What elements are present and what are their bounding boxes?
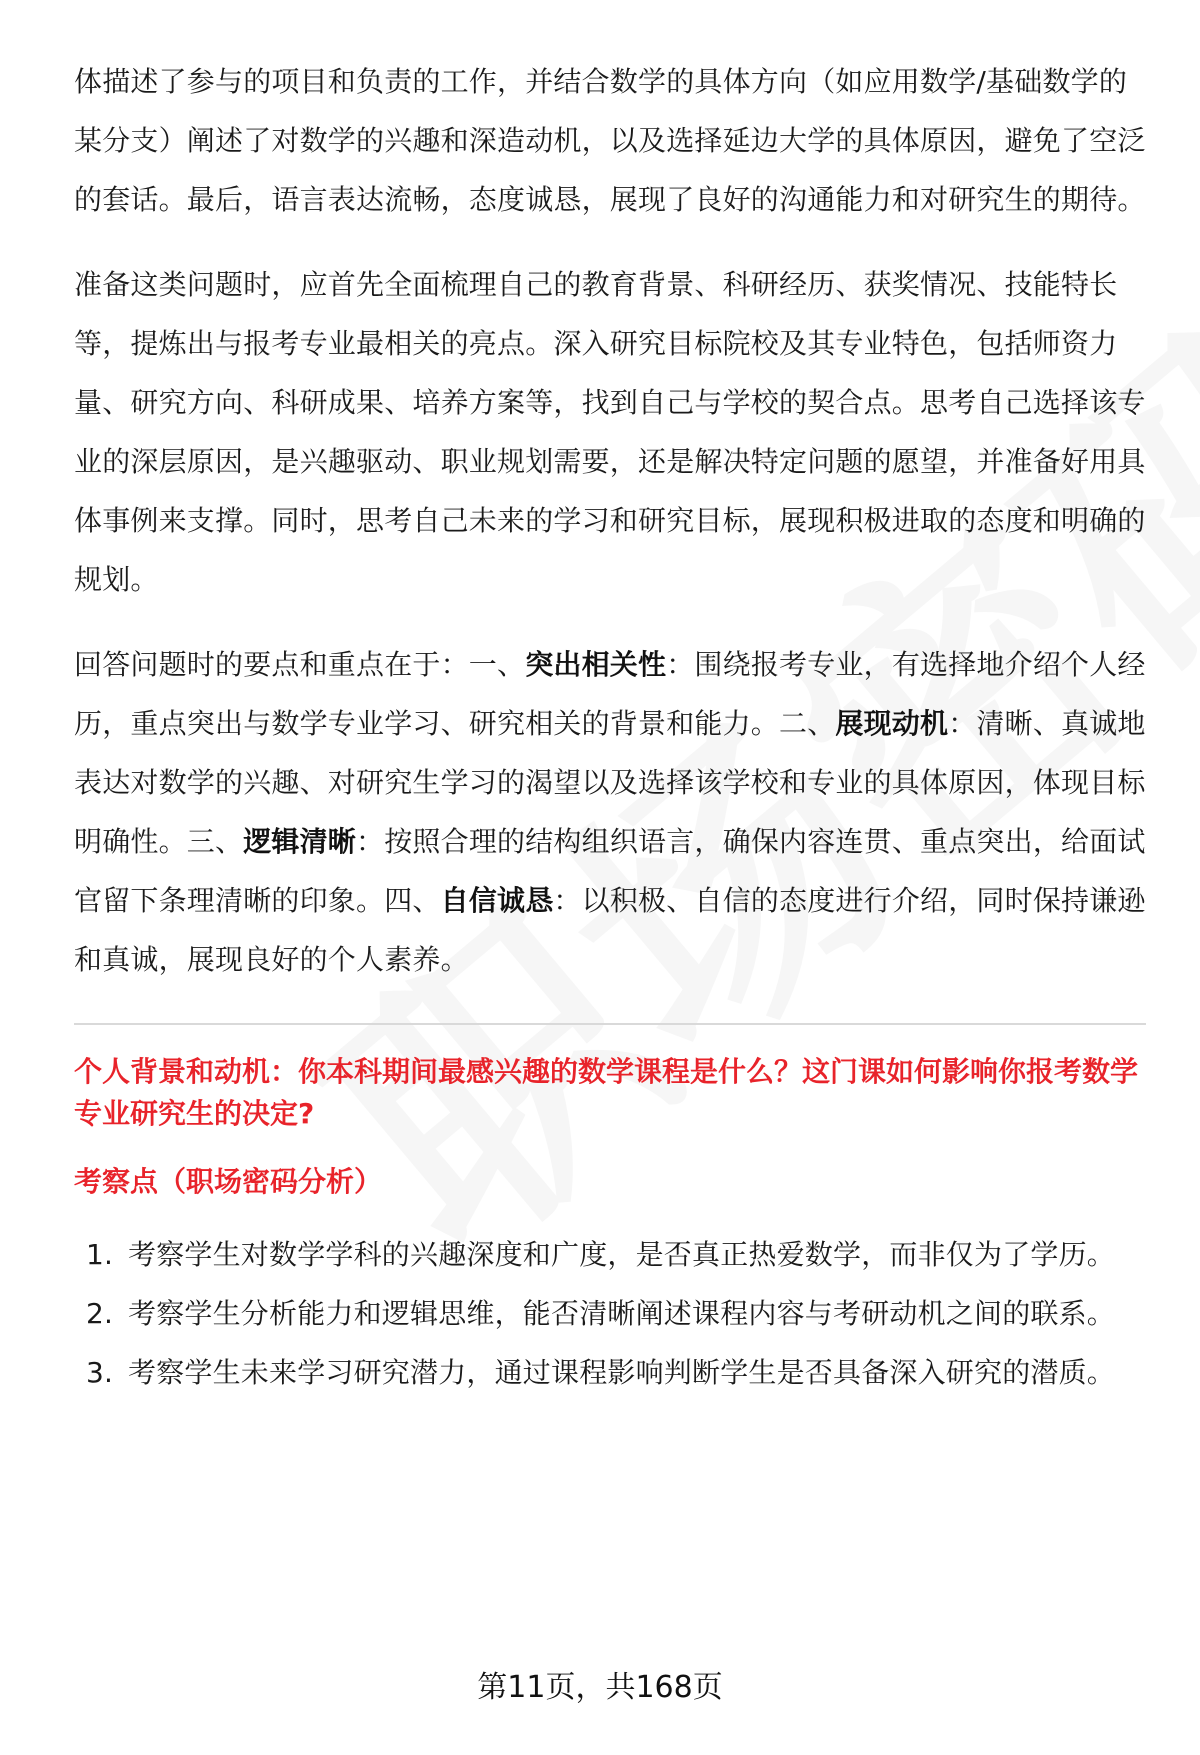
bold-keyword-relevance: 突出相关性 (525, 648, 667, 681)
paragraph-3 (74, 635, 1146, 989)
list-item-number: 1. (86, 1238, 114, 1271)
list-item-text: 考察学生对数学学科的兴趣深度和广度，是否真正热爱数学，而非仅为了学历。 (128, 1238, 1116, 1271)
list-item-text: 考察学生分析能力和逻辑思维，能否清晰阐述课程内容与考研动机之间的联系。 (128, 1297, 1116, 1330)
list-item (74, 1284, 1146, 1343)
assessment-subheading: 考察点（职场密码分析） (74, 1165, 383, 1198)
list-item (74, 1343, 1146, 1402)
bold-keyword-logic: 逻辑清晰 (243, 825, 357, 858)
list-item (74, 1225, 1146, 1284)
bold-keyword-confidence: 自信诚恳 (440, 884, 554, 917)
text-span: ：按照合理的结构组织语言，确保内容连贯、重点突出，给面试官留下条理清晰的印象。四、 (74, 825, 1146, 917)
paragraph-2: 准备这类问题时，应首先全面梳理自己的教育背景、科研经历、获奖情况、技能特长等，提炼出与报考专业最相关的亮点。深入研究目标院校及其专业特色，包括师资力量、研究方向、科研成果、培养方案等，找到自己与学校的契合点。思考自己选择该专业的深层原因，是兴趣驱动、职业规划需要，还是解决特定问题的愿望，并准备好用具体事例来支撑。同时，思考自己未来的学习和研究目标，展现积极进取的态度和明确的规划。 (74, 268, 1146, 596)
text-span: ：围绕报考专业，有选择地介绍个人经历，重点突出与数学专业学习、研究相关的背景和能力。二、 (74, 648, 1146, 740)
paragraph-1: 体描述了参与的项目和负责的工作，并结合数学的具体方向（如应用数学/基础数学的某分支）阐述了对数学的兴趣和深造动机，以及选择延边大学的具体原因，避免了空泛的套话。最后，语言表达流畅，态度诚恳，展现了良好的沟通能力和对研究生的期待。 (74, 65, 1146, 216)
page-number-footer: 第11页，共168页 (477, 1670, 723, 1705)
bold-keyword-motivation: 展现动机 (835, 707, 949, 740)
question-heading: 个人背景和动机：你本科期间最感兴趣的数学课程是什么？这门课如何影响你报考数学专业研究生的决定? (74, 1055, 1139, 1130)
list-item-number: 3. (86, 1356, 114, 1389)
assessment-list (74, 1225, 1146, 1402)
text-span: 回答问题时的要点和重点在于：一、 (74, 648, 526, 681)
list-item-number: 2. (86, 1297, 114, 1330)
document-page (74, 52, 1146, 1402)
list-item-text: 考察学生未来学习研究潜力，通过课程影响判断学生是否具备深入研究的潜质。 (128, 1356, 1116, 1389)
section-divider (74, 1023, 1146, 1025)
text-span: ：清晰、真诚地表达对数学的兴趣、对研究生学习的渴望以及选择该学校和专业的具体原因，体现目标明确性。三、 (74, 707, 1146, 858)
text-span: ：以积极、自信的态度进行介绍，同时保持谦逊和真诚，展现良好的个人素养。 (74, 884, 1146, 976)
